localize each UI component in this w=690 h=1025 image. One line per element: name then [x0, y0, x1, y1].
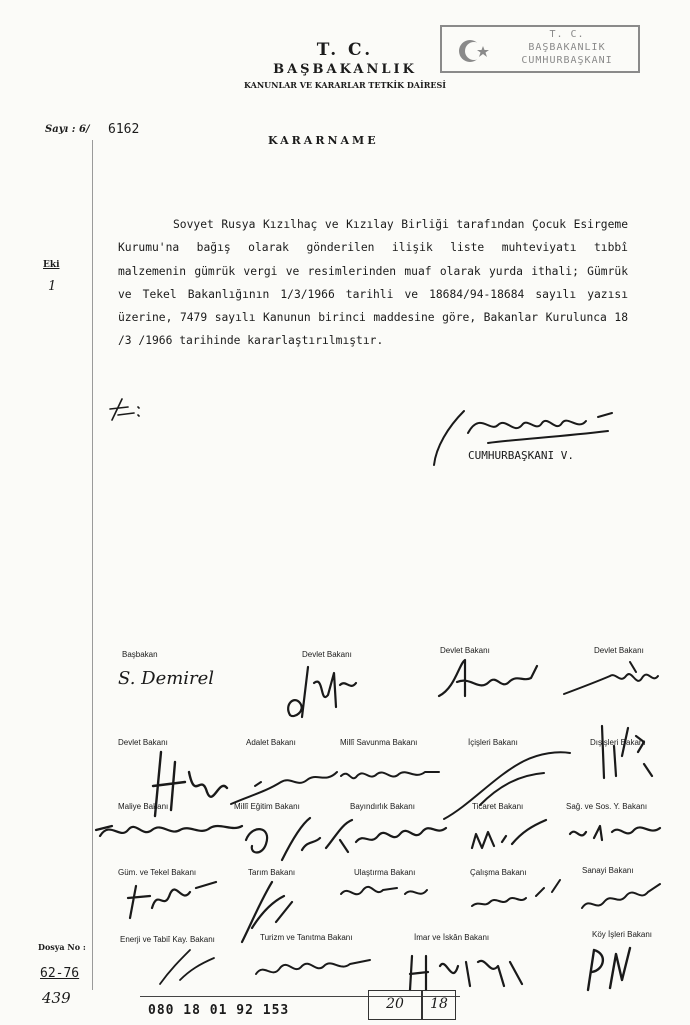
organization-heading: BAŞBAKANLIK: [273, 62, 417, 77]
archive-footer-box-1-value: 20: [386, 996, 404, 1012]
archive-stamp: [440, 25, 640, 73]
margin-rule: [92, 140, 93, 990]
minister-label-milli-egitim: Millî Eğitim Bakanı: [234, 802, 300, 811]
basbakan-signature: S. Demirel: [118, 668, 215, 689]
signature-disisleri: [592, 716, 662, 786]
minister-label-saglik: Sağ. ve Sos. Y. Bakanı: [566, 802, 648, 811]
attachment-count: 1: [48, 279, 57, 294]
president-signature: [428, 403, 628, 473]
document-title: KARARNAME: [268, 134, 379, 147]
minister-label-sanayi: Sanayi Bakanı: [582, 866, 634, 875]
minister-label-devlet-4: Devlet Bakanı: [118, 738, 168, 747]
signature-devlet-3: [560, 654, 670, 704]
minister-label-devlet-1: Devlet Bakanı: [302, 650, 352, 659]
minister-label-milli-savunma: Millî Savunma Bakanı: [340, 738, 418, 747]
reference-number: 6162: [108, 122, 140, 137]
minister-label-koy: Köy İşleri Bakanı: [592, 930, 653, 939]
minister-label-ulastirma: Ulaştırma Bakanı: [354, 868, 416, 877]
minister-label-maliye: Maliye Bakanı: [118, 802, 169, 811]
signature-maliye: [92, 810, 252, 860]
archive-footer-box-1: [368, 990, 422, 1020]
archive-footer-box-2-value: 18: [430, 996, 448, 1012]
minister-label-enerji: Enerji ve Tabiî Kay. Bakanı: [120, 935, 215, 944]
signature-saglik: [566, 814, 676, 854]
republic-heading: T. C.: [316, 40, 374, 60]
signature-enerji: [150, 940, 230, 990]
file-number-label: Dosya No :: [38, 942, 86, 952]
stamp-line-1: T. C.: [549, 29, 585, 40]
stamp-line-3: CUMHURBAŞKANI: [521, 55, 613, 66]
department-heading: KANUNLAR VE KARARLAR TETKİK DAİRESİ: [244, 80, 446, 90]
stamp-line-2: BAŞBAKANLIK: [528, 42, 606, 53]
signature-sanayi: [576, 872, 676, 922]
signature-ulastirma: [335, 874, 445, 914]
minister-label-gumruk: Güm. ve Tekel Bakanı: [118, 868, 197, 877]
archive-footer-code: 080 18 01 92 153: [148, 1003, 290, 1018]
signature-devlet-1: [280, 655, 370, 725]
signature-devlet-2: [435, 652, 545, 702]
initial-mark: [108, 395, 148, 425]
minister-label-bayindirlik: Bayındırlık Bakanı: [350, 802, 415, 811]
signature-koy: [578, 940, 648, 1000]
signature-ticaret: [466, 812, 556, 862]
attachment-label: Eki: [43, 260, 60, 270]
minister-label-icisleri: İçişleri Bakanı: [468, 738, 518, 747]
minister-label-basbakan: Başbakan: [122, 650, 158, 659]
signature-gumruk: [120, 868, 230, 928]
decree-body: Sovyet Rusya Kızılhaç ve Kızılay Birliği tarafından Çocuk Esirgeme Kurumu'na bağış olarak gönderilen ilişik liste muhteviyatı tıbbî malzemenin gümrük vergi ve resimlerinden muaf olarak yurda ithali; Gümrük ve Tekel Bakanlığının 1/3/1966 tarihli ve 18684/94-18684 sayılı yazısı üzerine, 7479 sayılı Kanunun birinci maddesine göre, Bakanlar Kurulunca 18 /3 /1966 tarihinde kararlaştırılmıştır.: [118, 218, 635, 348]
minister-label-tarim: Tarım Bakanı: [248, 868, 296, 877]
minister-label-ticaret: Ticaret Bakanı: [472, 802, 524, 811]
minister-label-calisma: Çalışma Bakanı: [470, 868, 527, 877]
signature-turizm: [250, 950, 380, 990]
minister-label-imar: İmar ve İskân Bakanı: [414, 933, 490, 942]
president-title: CUMHURBAŞKANI V.: [468, 449, 574, 462]
crescent-star-icon: [454, 31, 494, 71]
minister-label-adalet: Adalet Bakanı: [246, 738, 296, 747]
minister-label-devlet-2: Devlet Bakanı: [440, 646, 490, 655]
reference-label: Sayı : 6/: [45, 124, 90, 135]
signature-imar: [404, 946, 534, 996]
file-count: 439: [42, 989, 71, 1007]
minister-label-turizm: Turizm ve Tanıtma Bakanı: [260, 933, 353, 942]
minister-label-disisleri: Dışişleri Bakanı: [590, 738, 646, 747]
file-number: 62-76: [40, 966, 80, 981]
minister-label-devlet-3: Devlet Bakanı: [594, 646, 644, 655]
signature-calisma: [466, 866, 576, 916]
archive-footer-box-2: [422, 990, 456, 1020]
signature-milli-savunma: [335, 760, 455, 800]
signature-bayindirlik: [322, 812, 452, 862]
